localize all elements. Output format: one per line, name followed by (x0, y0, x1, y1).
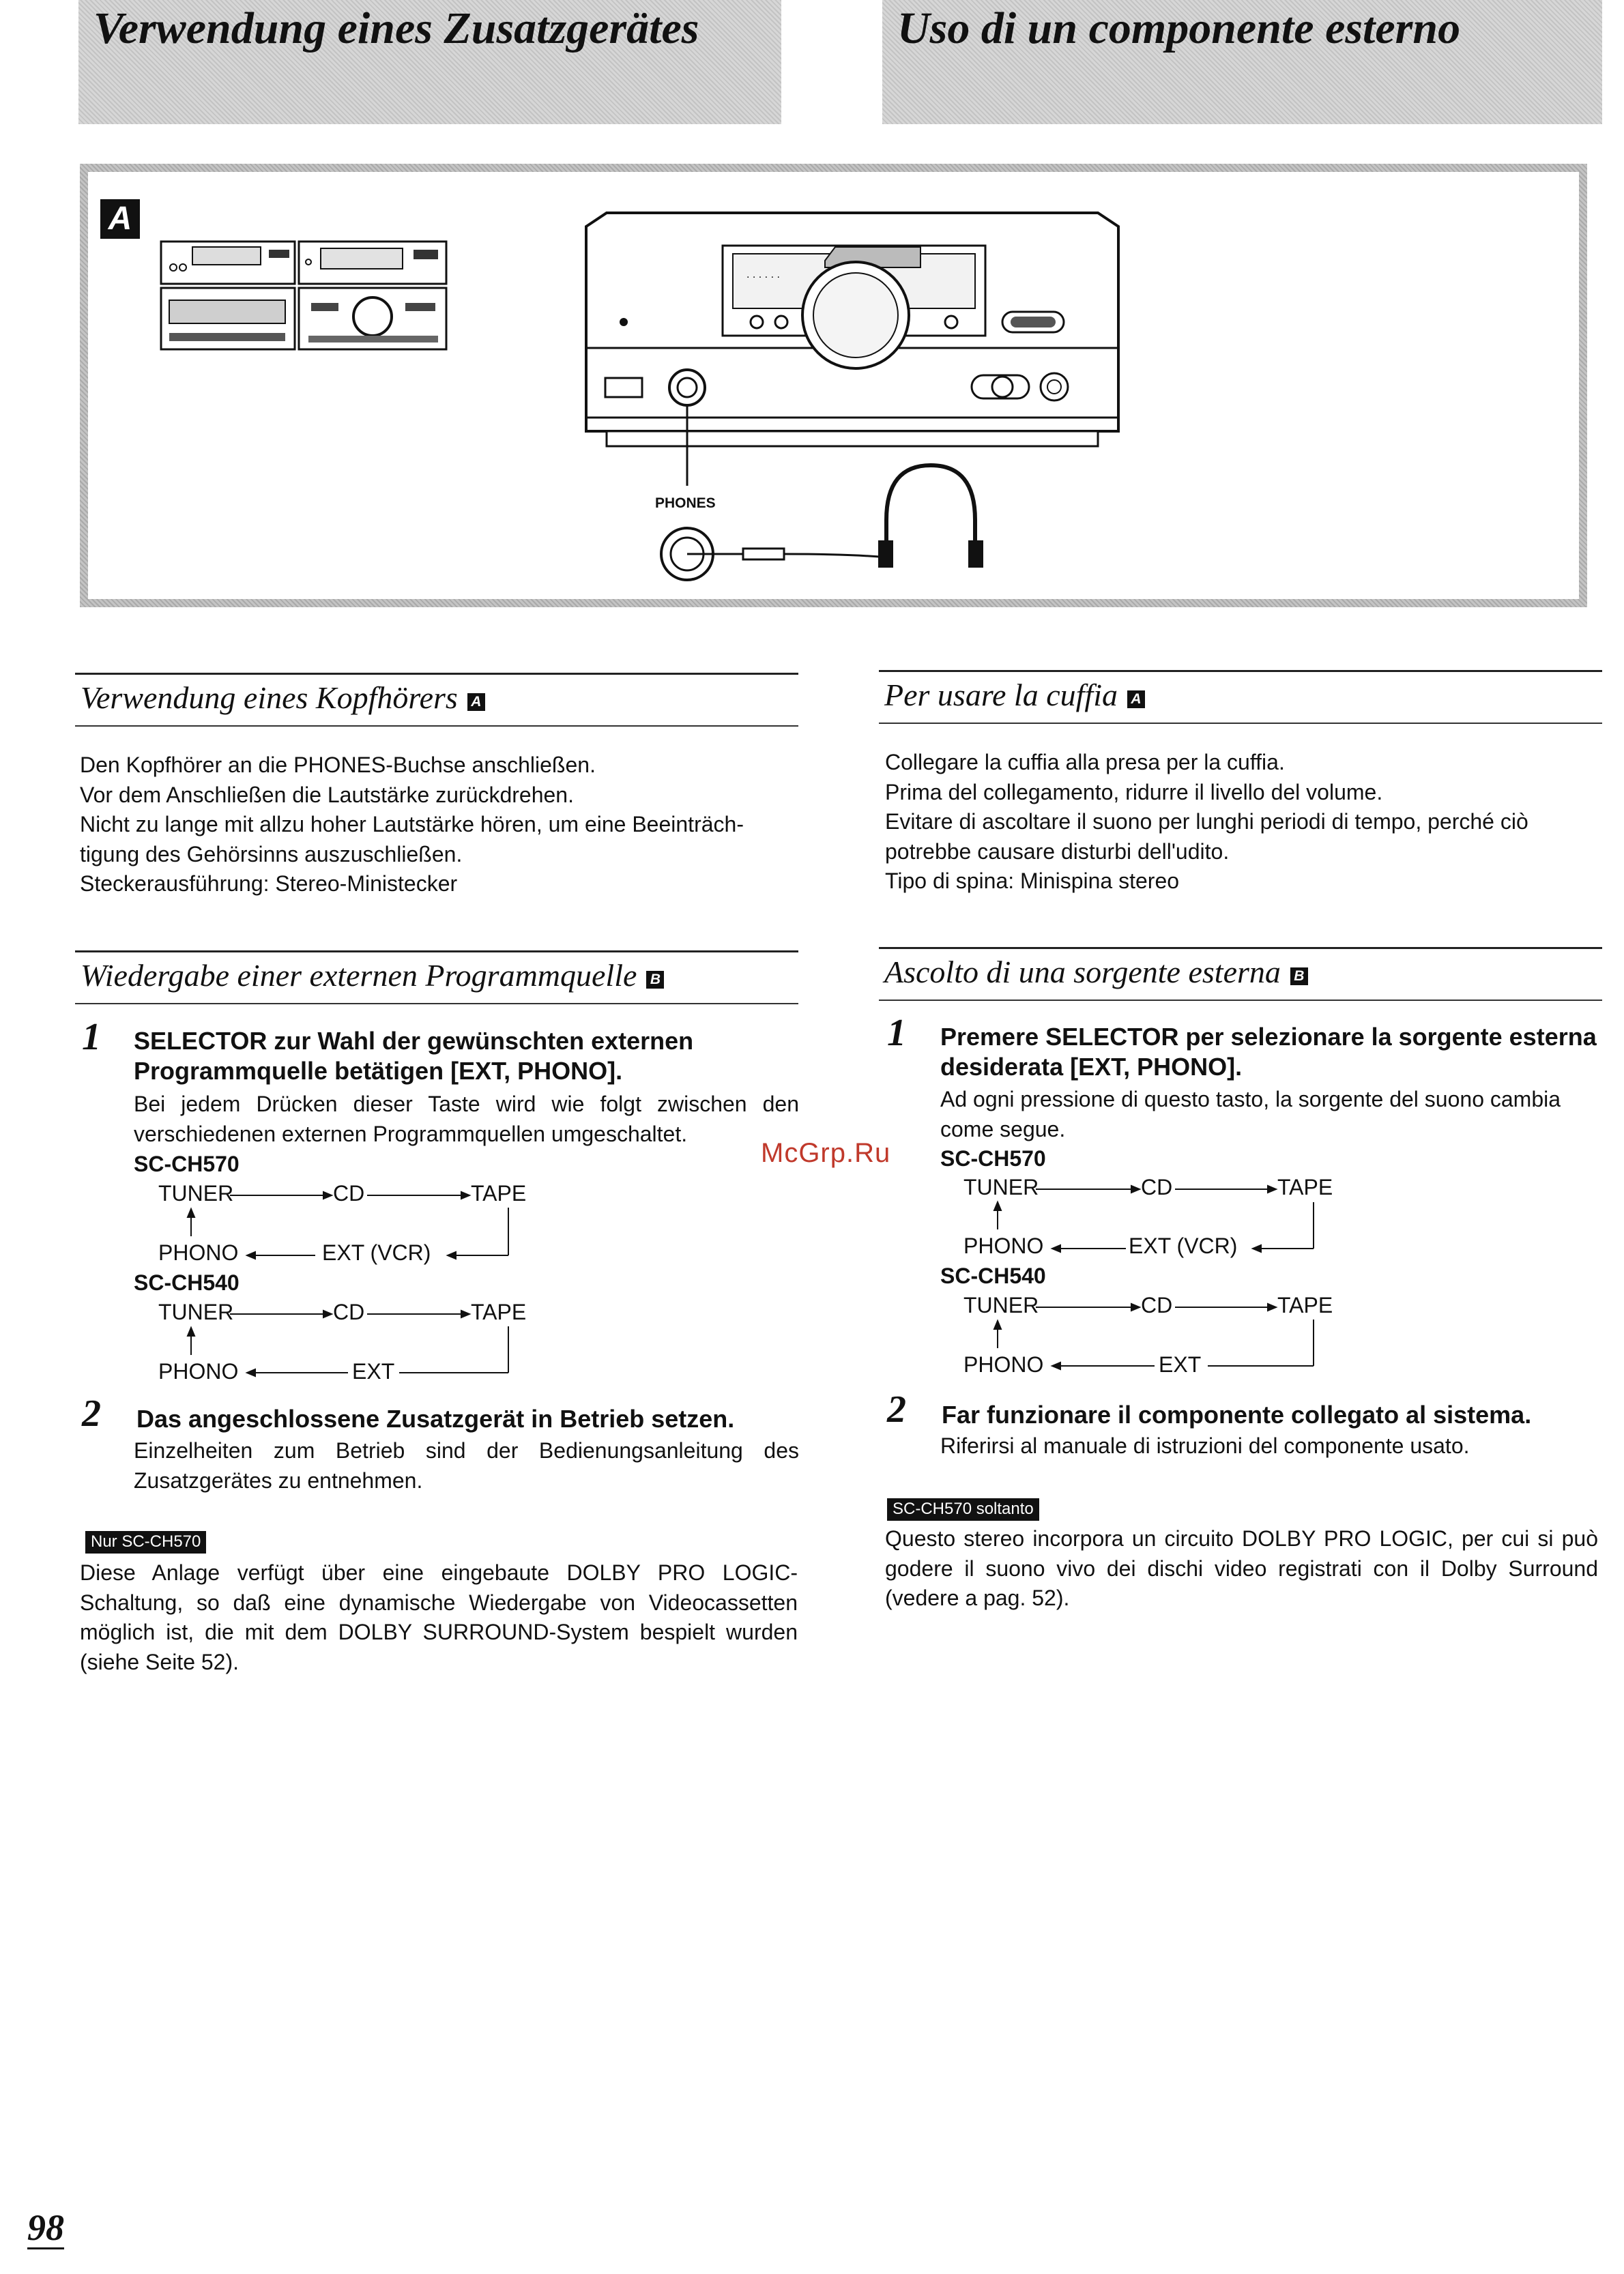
de-dolby-note: Diese Anlage verfügt über eine eingebaute DOLBY PRO LOGIC-Schaltung, so daß eine dynamische Wiedergabe von Videocassetten möglich ist, die mit dem DOLBY SURROUND-System bespielt wurden (siehe Seite 52). (80, 1560, 798, 1674)
it-flow1-tuner: TUNER (963, 1175, 1039, 1199)
de-flow2-ext: EXT (352, 1359, 395, 1384)
it-step-2-body: Riferirsi al manuale di istruzioni del componente usato. (940, 1433, 1470, 1458)
it-badge-model: SC-CH570 soltanto (887, 1498, 1039, 1521)
it-step-2-heading: Far funzionare il componente collegato al sistema. (942, 1401, 1532, 1429)
it-headphones-line-1: Collegare la cuffia alla presa per la cuffia. (885, 750, 1285, 774)
it-flow1-cd: CD (1141, 1175, 1173, 1199)
it-flow2-ext: EXT (1159, 1352, 1202, 1377)
de-external-title: Wiedergabe einer externen Programmquelle B (81, 957, 664, 993)
de-headphones-title: Verwendung eines Kopfhörers A (81, 680, 485, 716)
de-headphones-line-3: Nicht zu lange mit allzu hoher Lautstärke hören, um eine Beeinträch-tigung des Gehörsinns auszuschließen. (80, 812, 744, 866)
de-step-1-number: 1 (82, 1016, 101, 1058)
section-marker-a: A (1127, 690, 1145, 708)
figure-marker-a: A (100, 199, 140, 239)
it-headphones-line-3: Evitare di ascoltare il suono per lunghi periodi di tempo, perché ciò potrebbe causare disturbi dell'udito. (885, 809, 1528, 864)
header-title-de: Verwendung eines Zusatzgerätes (93, 3, 699, 53)
de-flow1-tuner: TUNER (158, 1181, 234, 1206)
de-flow1-cd: CD (333, 1181, 365, 1206)
de-headphones-line-2: Vor dem Anschließen die Lautstärke zurückdrehen. (80, 782, 574, 807)
de-step-1-heading: SELECTOR zur Wahl der gewünschten externen Programmquelle betätigen [EXT, PHONO]. (134, 1027, 694, 1085)
it-dolby-note: Questo stereo incorpora un circuito DOLBY PRO LOGIC, per cui si può godere il suono vivo dei dischi video registrati con il Dolby Surround (vedere a pag. 52). (885, 1526, 1598, 1610)
de-flow2-cd: CD (333, 1300, 365, 1324)
section-marker-b: B (646, 971, 664, 989)
svg-text:. . . . . .: . . . . . . (746, 269, 780, 280)
de-headphones-line-1: Den Kopfhörer an die PHONES-Buchse anschließen. (80, 753, 596, 777)
it-flow1-tape: TAPE (1277, 1175, 1333, 1199)
it-flow2-cd: CD (1141, 1293, 1173, 1317)
de-step-2-body: Einzelheiten zum Betrieb sind der Bedienungsanleitung des Zusatzgerätes zu entnehmen. (134, 1438, 799, 1493)
it-step-2-number: 2 (887, 1388, 906, 1431)
it-headphones-line-4: Tipo di spina: Minispina stereo (885, 869, 1180, 893)
de-flow2-tape: TAPE (471, 1300, 527, 1324)
de-flow1-ext-vcr: EXT (VCR) (322, 1240, 431, 1265)
it-flow2-tuner: TUNER (963, 1293, 1039, 1317)
header-title-it: Uso di un componente esterno (897, 3, 1461, 53)
watermark: McGrp.Ru (761, 1138, 891, 1168)
it-model-1: SC-CH570 (940, 1146, 1046, 1171)
it-external-title: Ascolto di una sorgente esterna B (884, 954, 1308, 990)
it-step-1-heading: Premere SELECTOR per selezionare la sorgente esterna desiderata [EXT, PHONO]. (940, 1023, 1597, 1081)
it-step-1-body: Ad ogni pressione di questo tasto, la sorgente del suono cambia come segue. (940, 1087, 1561, 1141)
de-badge-model: Nur SC-CH570 (85, 1531, 206, 1554)
de-step-1-body: Bei jedem Drücken dieser Taste wird wie folgt zwischen den verschiedenen externen Programmquellen umgeschaltet. (134, 1092, 799, 1146)
de-flow1-tape: TAPE (471, 1181, 527, 1206)
de-step-2-number: 2 (82, 1393, 101, 1435)
de-flow2-phono: PHONO (158, 1359, 239, 1384)
it-flow2-tape: TAPE (1277, 1293, 1333, 1317)
de-model-1: SC-CH570 (134, 1152, 240, 1176)
de-model-2: SC-CH540 (134, 1270, 240, 1295)
de-headphones-line-4: Steckerausführung: Stereo-Ministecker (80, 871, 458, 896)
de-flow2-tuner: TUNER (158, 1300, 234, 1324)
it-flow1-ext-vcr: EXT (VCR) (1129, 1234, 1238, 1258)
de-step-2-heading: Das angeschlossene Zusatzgerät in Betrieb setzen. (136, 1405, 735, 1433)
it-headphones-title: Per usare la cuffia A (884, 677, 1145, 713)
it-step-1-number: 1 (887, 1012, 906, 1054)
it-flow2-phono: PHONO (963, 1352, 1044, 1377)
page-number: 98 (27, 2207, 64, 2248)
section-marker-a: A (467, 693, 485, 711)
de-flow1-phono: PHONO (158, 1240, 239, 1265)
it-flow1-phono: PHONO (963, 1234, 1044, 1258)
section-marker-b: B (1290, 967, 1308, 985)
phones-label: PHONES (655, 495, 716, 511)
it-headphones-line-2: Prima del collegamento, ridurre il livello del volume. (885, 779, 1383, 804)
it-model-2: SC-CH540 (940, 1264, 1046, 1288)
